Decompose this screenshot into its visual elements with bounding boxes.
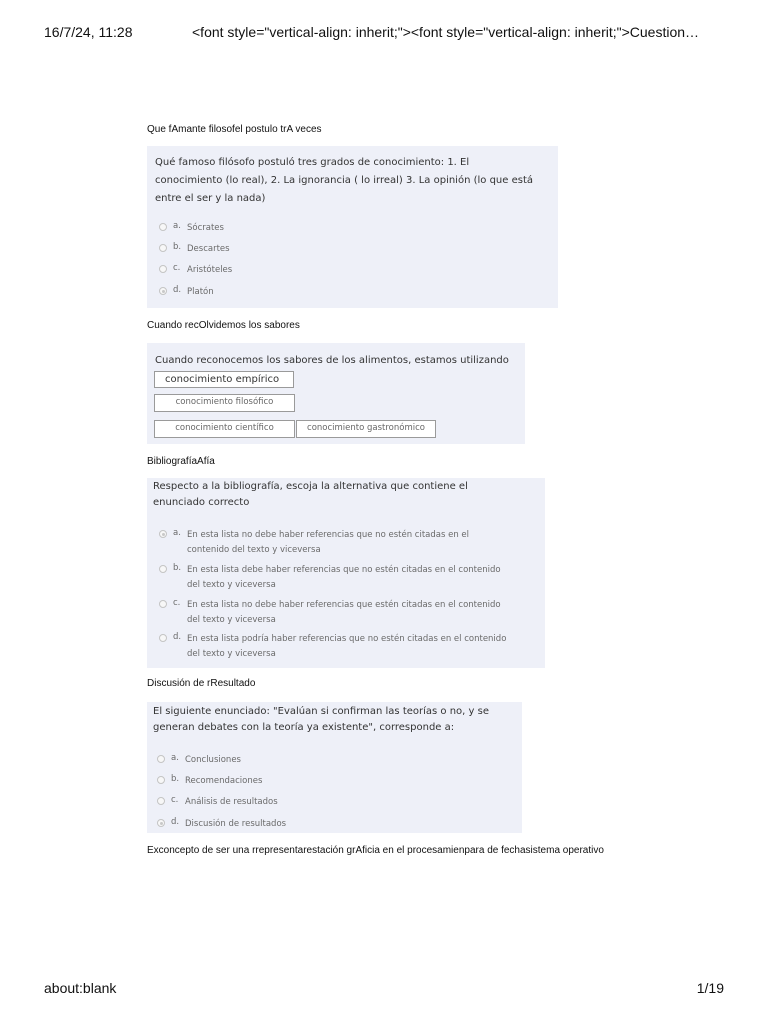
radio-selected-icon[interactable] [157, 819, 165, 827]
print-header [44, 24, 724, 44]
radio-icon[interactable] [157, 776, 165, 784]
caption-1: Que fAmante filosofel postulo trA veces [147, 124, 322, 135]
option-text: En esta lista no debe haber referencias que no estén citadas en el contenido del texto y viceversa [187, 530, 470, 555]
question-1-line-1: Qué famoso filósofo postuló tres grados de conocimiento: 1. El [155, 157, 470, 168]
option-text: Análisis de resultados [185, 797, 278, 807]
option-letter: a. [173, 221, 181, 231]
question-3-card [147, 478, 545, 668]
option-text: Aristóteles [187, 265, 233, 275]
caption-2: Cuando recOlvidemos los sabores [147, 320, 300, 331]
option-letter: c. [171, 795, 179, 805]
question-3-line-2: enunciado correcto [153, 497, 250, 508]
option-letter: a. [171, 753, 179, 763]
option-text: Sócrates [187, 223, 224, 233]
option-text: En esta lista no debe haber referencias que estén citadas en el contenido del texto y viceversa [187, 600, 501, 625]
caption-4: Discusión de rResultado [147, 678, 256, 689]
radio-icon[interactable] [159, 565, 167, 573]
radio-icon[interactable] [159, 634, 167, 642]
option-text: Conclusiones [185, 755, 241, 765]
option-text: Discusión de resultados [185, 819, 287, 829]
q3-option-b[interactable] [159, 563, 539, 593]
print-footer [44, 980, 724, 1000]
option-letter: b. [171, 774, 180, 784]
option-letter: d. [173, 632, 182, 642]
question-3-text [153, 479, 543, 511]
q1-option-a[interactable] [159, 221, 224, 236]
option-text: Platón [187, 287, 214, 297]
question-2-text: Cuando reconocemos los sabores de los alimentos, estamos utilizando [155, 355, 509, 366]
question-1-line-2: conocimiento (lo real), 2. La ignorancia ( lo irreal) 3. La opinión (lo que está [155, 175, 533, 186]
print-datetime: 16/7/24, 11:28 [44, 24, 133, 40]
q1-option-c[interactable] [159, 263, 232, 278]
q4-option-c[interactable] [157, 795, 278, 810]
radio-icon[interactable] [159, 600, 167, 608]
question-4-line-1: El siguiente enunciado: "Evalúan si confirman las teorías o no, y se [153, 706, 489, 717]
option-letter: b. [173, 563, 182, 573]
choice-chip[interactable]: conocimiento científico [154, 420, 295, 438]
question-1-card [147, 146, 558, 308]
option-letter: d. [171, 817, 180, 827]
q3-option-c[interactable] [159, 598, 539, 628]
radio-icon[interactable] [157, 797, 165, 805]
choice-chip[interactable]: conocimiento filosófico [154, 394, 295, 412]
option-letter: c. [173, 263, 181, 273]
q4-option-b[interactable] [157, 774, 262, 789]
option-text: Recomendaciones [185, 776, 263, 786]
radio-icon[interactable] [159, 265, 167, 273]
print-title: <font style="vertical-align: inherit;"><font style="vertical-align: inherit;">Cuestion… [192, 24, 700, 40]
q4-option-d[interactable] [157, 817, 286, 832]
radio-selected-icon[interactable] [159, 530, 167, 538]
print-page-number: 1/19 [696, 980, 724, 996]
q1-option-d[interactable] [159, 285, 214, 300]
option-text: En esta lista podría haber referencias que no estén citadas en el contenido del texto y viceversa [187, 634, 507, 659]
option-text: Descartes [187, 244, 230, 254]
q1-option-b[interactable] [159, 242, 230, 257]
option-letter: a. [173, 528, 181, 538]
q3-option-a[interactable] [159, 528, 539, 558]
caption-3: BibliografíaAfía [147, 456, 215, 467]
print-url: about:blank [44, 980, 117, 996]
choice-chip[interactable]: conocimiento gastronómico [296, 420, 436, 438]
q3-option-d[interactable] [159, 632, 539, 662]
option-letter: c. [173, 598, 181, 608]
radio-icon[interactable] [157, 755, 165, 763]
radio-icon[interactable] [159, 223, 167, 231]
question-3-line-1: Respecto a la bibliografía, escoja la alternativa que contiene el [153, 481, 468, 492]
question-4-card [147, 702, 522, 833]
question-2-card [147, 343, 525, 444]
question-4-line-2: generan debates con la teoría ya existente", corresponde a: [153, 722, 455, 733]
radio-selected-icon[interactable] [159, 287, 167, 295]
option-text: En esta lista debe haber referencias que no estén citadas en el contenido del texto y viceversa [187, 565, 501, 590]
question-1-line-3: entre el ser y la nada) [155, 193, 266, 204]
option-letter: d. [173, 285, 182, 295]
caption-5: Exconcepto de ser una rrepresentarestación grAficia en el procesamienpara de fechasistema operativo [147, 845, 604, 856]
question-4-text [153, 704, 521, 736]
radio-icon[interactable] [159, 244, 167, 252]
q4-option-a[interactable] [157, 753, 241, 768]
option-letter: b. [173, 242, 182, 252]
answer-drop-zone[interactable]: conocimiento empírico [154, 371, 294, 388]
question-1-text [155, 154, 555, 208]
